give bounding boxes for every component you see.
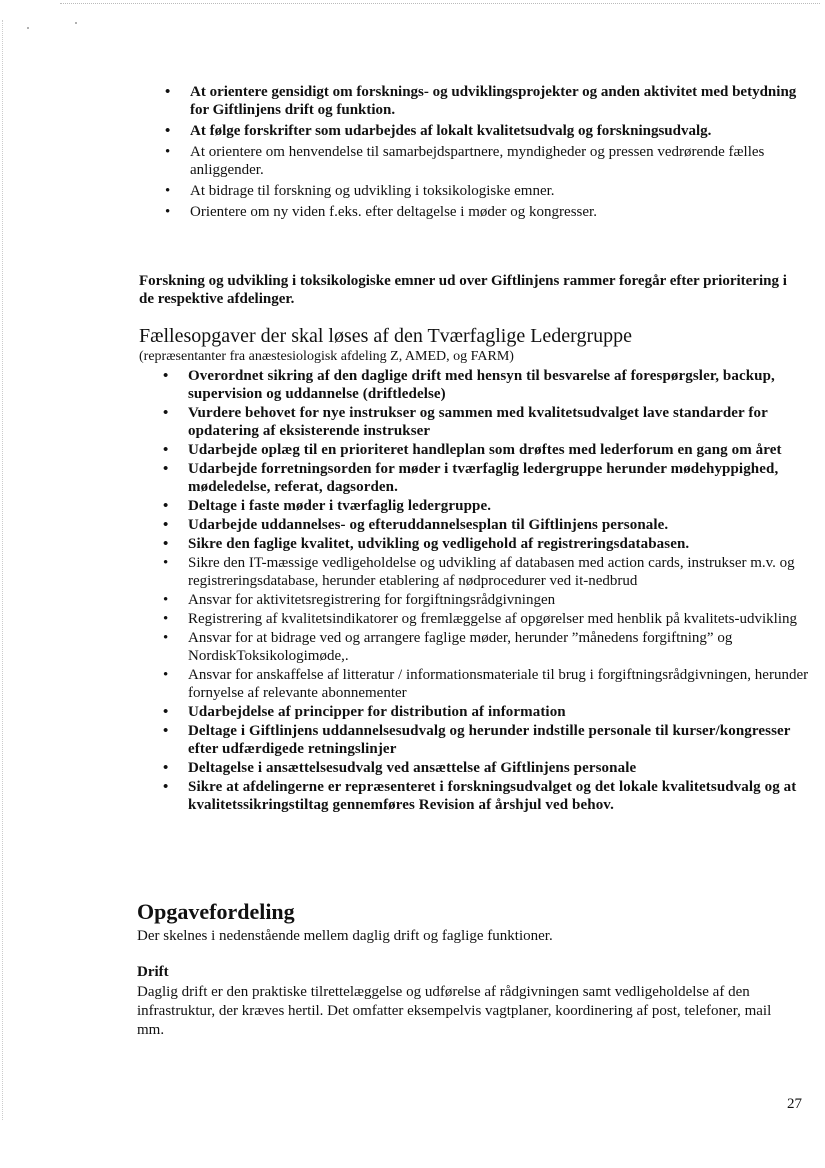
bullet-icon: • (163, 667, 169, 683)
list-item (163, 404, 813, 440)
drift-heading: Drift (137, 964, 169, 980)
list-item-text: Registrering af kvalitetsindikatorer og fremlæggelse af opgørelser med henblik på kvalitets-udvikling (188, 611, 798, 627)
opgavefordeling-heading: Opgavefordeling (137, 899, 295, 924)
list-item-text: Deltage i Giftlinjens uddannelsesudvalg og herunder indstille personale til kurser/kongresser efter udfærdigede retningslinjer (188, 723, 791, 757)
list-item-text: Udarbejdelse af principper for distribution af information (188, 704, 566, 720)
list-item (163, 460, 813, 496)
opgavefordeling-intro: Der skelnes i nedenstående mellem daglig drift og faglige funktioner. (137, 928, 553, 944)
bullet-icon: • (163, 442, 169, 458)
list-item-text: At orientere om henvendelse til samarbejdspartnere, myndigheder og pressen vedrørende fælles anliggender. (190, 144, 765, 178)
list-item-text: Sikre at afdelingerne er repræsenteret i forskningsudvalget og det lokale kvalitetsudvalg og at kvalitetssikringstiltag gennemføres Revision af årshjul ved behov. (188, 779, 797, 813)
bullet-icon: • (163, 630, 169, 646)
list-item (163, 591, 813, 609)
list-item (163, 703, 813, 721)
list-item (165, 182, 815, 200)
bullet-icon: • (163, 704, 169, 720)
bullet-icon: • (165, 144, 171, 160)
list-item (163, 666, 813, 702)
scan-speck (75, 22, 77, 24)
research-statement: Forskning og udvikling i toksikologiske emner ud over Giftlinjens rammer foregår efter prioritering i de respektive afdelinger. (139, 273, 787, 307)
scan-edge-top (60, 3, 820, 4)
list-item (163, 497, 813, 515)
bullet-icon: • (163, 517, 169, 533)
list-item-text: Ansvar for at bidrage ved og arrangere faglige møder, herunder ”månedens forgiftning” og NordiskToksikologimøde,. (188, 630, 733, 664)
bullet-icon: • (163, 536, 169, 552)
list-item (165, 122, 815, 140)
list-item (163, 554, 813, 590)
list-item (163, 722, 813, 758)
list-item-text: Deltage i faste møder i tværfaglig ledergruppe. (188, 498, 492, 514)
bullet-icon: • (163, 592, 169, 608)
bullet-icon: • (163, 461, 169, 477)
list-item-text: Udarbejde oplæg til en prioriteret handleplan som drøftes med lederforum en gang om året (188, 442, 782, 458)
scan-speck (27, 27, 29, 29)
list-item (163, 629, 813, 665)
list-item (163, 610, 813, 628)
bullet-icon: • (163, 611, 169, 627)
list-item (163, 535, 813, 553)
list-item (163, 759, 813, 777)
list-item-text: Sikre den faglige kvalitet, udvikling og vedligehold af registreringsdatabasen. (188, 536, 690, 552)
bullet-icon: • (163, 498, 169, 514)
list-item-text: Vurdere behovet for nye instrukser og sammen med kvalitetsudvalget lave standarder for opdatering af eksisterende instrukser (188, 405, 768, 439)
bullet-icon: • (165, 84, 171, 100)
bullet-icon: • (163, 405, 169, 421)
main-bullet-list (163, 367, 813, 815)
list-item (163, 516, 813, 534)
list-item-text: Sikre den IT-mæssige vedligeholdelse og udvikling af databasen med action cards, instrukser m.v. og registreringsdatabase, herunder etablering af nødprocedurer ved it-nedbrud (188, 555, 795, 589)
bullet-icon: • (165, 123, 171, 139)
top-bullet-list (165, 83, 815, 224)
list-item-text: Udarbejde uddannelses- og efteruddannelsesplan til Giftlinjens personale. (188, 517, 669, 533)
bullet-icon: • (163, 723, 169, 739)
list-item (163, 441, 813, 459)
bullet-icon: • (163, 555, 169, 571)
list-item-text: At orientere gensidigt om forsknings- og udviklingsprojekter og anden aktivitet med betydning for Giftlinjens drift og funktion. (190, 84, 797, 118)
section-subtitle: (repræsentanter fra anæstesiologisk afdeling Z, AMED, og FARM) (139, 349, 514, 364)
list-item-text: Udarbejde forretningsorden for møder i tværfaglig ledergruppe herunder mødehyppighed, mødeledelse, referat, dagsorden. (188, 461, 779, 495)
list-item-text: Overordnet sikring af den daglige drift med hensyn til besvarelse af forespørgsler, backup, supervision og uddannelse (driftledelse) (188, 368, 775, 402)
list-item (165, 203, 815, 221)
list-item (163, 778, 813, 814)
list-item-text: Ansvar for anskaffelse af litteratur / informationsmateriale til brug i forgiftningsrådgivningen, herunder fornyelse af relevante abonnementer (188, 667, 809, 701)
bullet-icon: • (163, 760, 169, 776)
bullet-icon: • (165, 183, 171, 199)
list-item-text: Deltagelse i ansættelsesudvalg ved ansættelse af Giftlinjens personale (188, 760, 637, 776)
drift-paragraph: Daglig drift er den praktiske tilrettelæggelse og udførelse af rådgivningen samt vedligeholdelse af den infrastruktur, der kræves hertil. Det omfatter eksempelvis vagtplaner, koordinering af post, telefoner, mail mm. (137, 984, 772, 1038)
list-item-text: Ansvar for aktivitetsregistrering for forgiftningsrådgivningen (188, 592, 556, 608)
list-item (165, 83, 815, 119)
list-item-text: At følge forskrifter som udarbejdes af lokalt kvalitetsudvalg og forskningsudvalg. (190, 123, 712, 139)
list-item-text: At bidrage til forskning og udvikling i toksikologiske emner. (190, 183, 555, 199)
list-item-text: Orientere om ny viden f.eks. efter deltagelse i møder og kongresser. (190, 204, 597, 220)
bullet-icon: • (165, 204, 171, 220)
scan-edge-left (2, 20, 3, 1120)
list-item (163, 367, 813, 403)
bullet-icon: • (163, 779, 169, 795)
page-number: 27 (787, 1096, 802, 1112)
list-item (165, 143, 815, 179)
section-title: Fællesopgaver der skal løses af den Tværfaglige Ledergruppe (139, 325, 633, 347)
bullet-icon: • (163, 368, 169, 384)
